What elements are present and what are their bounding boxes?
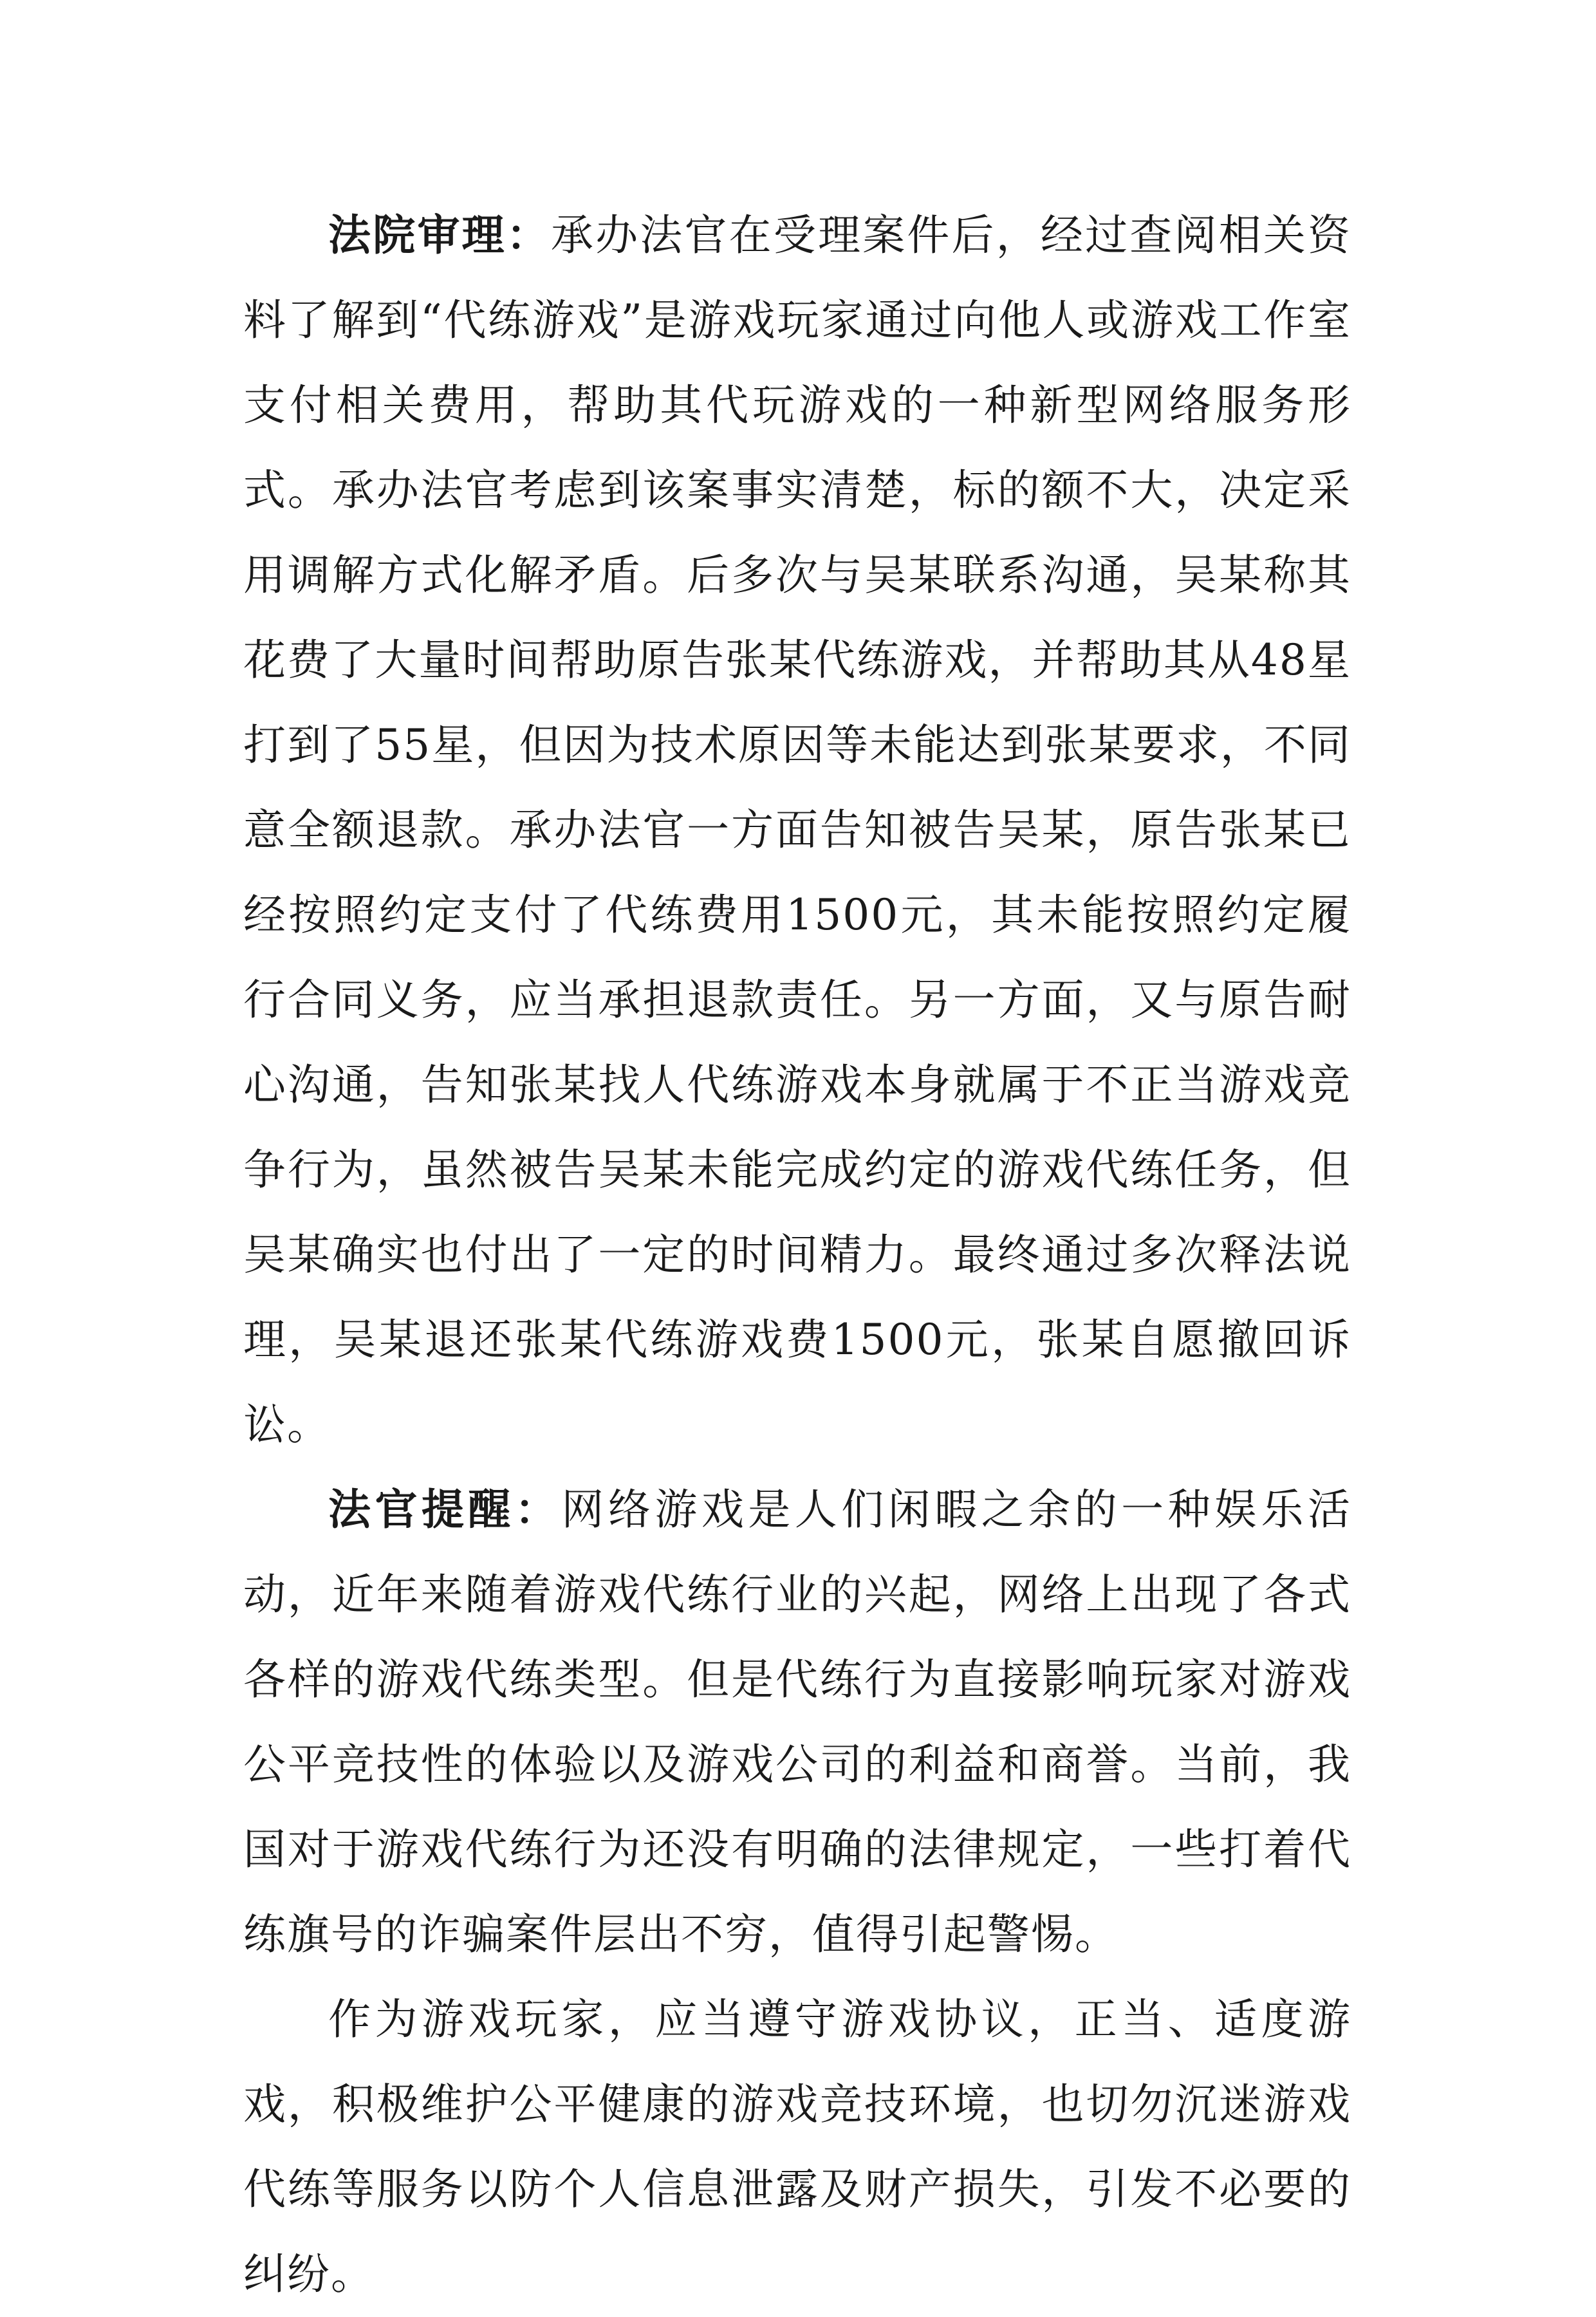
paragraph-court-trial bbox=[243, 193, 1351, 1467]
paragraph-text-player-advice: 作为游戏玩家，应当遵守游戏协议，正当、适度游戏，积极维护公平健康的游戏竞技环境，也切勿沉迷游戏代练等服务以防个人信息泄露及财产损失，引发不必要的纠纷。 bbox=[243, 1995, 1351, 2299]
paragraph-judge-reminder bbox=[243, 1467, 1351, 1977]
paragraph-text-court-trial: 承办法官在受理案件后，经过查阅相关资料了解到“代练游戏”是游戏玩家通过向他人或游戏工作室支付相关费用，帮助其代玩游戏的一种新型网络服务形式。承办法官考虑到该案事实清楚，标的额不大，决定采用调解方式化解矛盾。后多次与吴某联系沟通，吴某称其花费了大量时间帮助原告张某代练游戏，并帮助其从48星打到了55星，但因为技术原因等未能达到张某要求，不同意全额退款。承办法官一方面告知被告吴某，原告张某已经按照约定支付了代练费用1500元，其未能按照约定履行合同义务，应当承担退款责任。另一方面，又与原告耐心沟通，告知张某找人代练游戏本身就属于不正当游戏竞争行为，虽然被告吴某未能完成约定的游戏代练任务，但吴某确实也付出了一定的时间精力。最终通过多次释法说理，吴某退还张某代练游戏费1500元，张某自愿撤回诉讼。 bbox=[243, 210, 1352, 1449]
document-body bbox=[243, 193, 1351, 2317]
paragraph-lead-court-trial: 法院审理： bbox=[328, 210, 551, 260]
paragraph-text-judge-reminder: 网络游戏是人们闲暇之余的一种娱乐活动，近年来随着游戏代练行业的兴起，网络上出现了各式各样的游戏代练类型。但是代练行为直接影响玩家对游戏公平竞技性的体验以及游戏公司的利益和商誉。当前，我国对于游戏代练行为还没有明确的法律规定，一些打着代练旗号的诈骗案件层出不穷，值得引起警惕。 bbox=[243, 1485, 1352, 1959]
paragraph-player-advice bbox=[243, 1977, 1351, 2317]
paragraph-lead-judge-reminder: 法官提醒： bbox=[328, 1485, 562, 1534]
